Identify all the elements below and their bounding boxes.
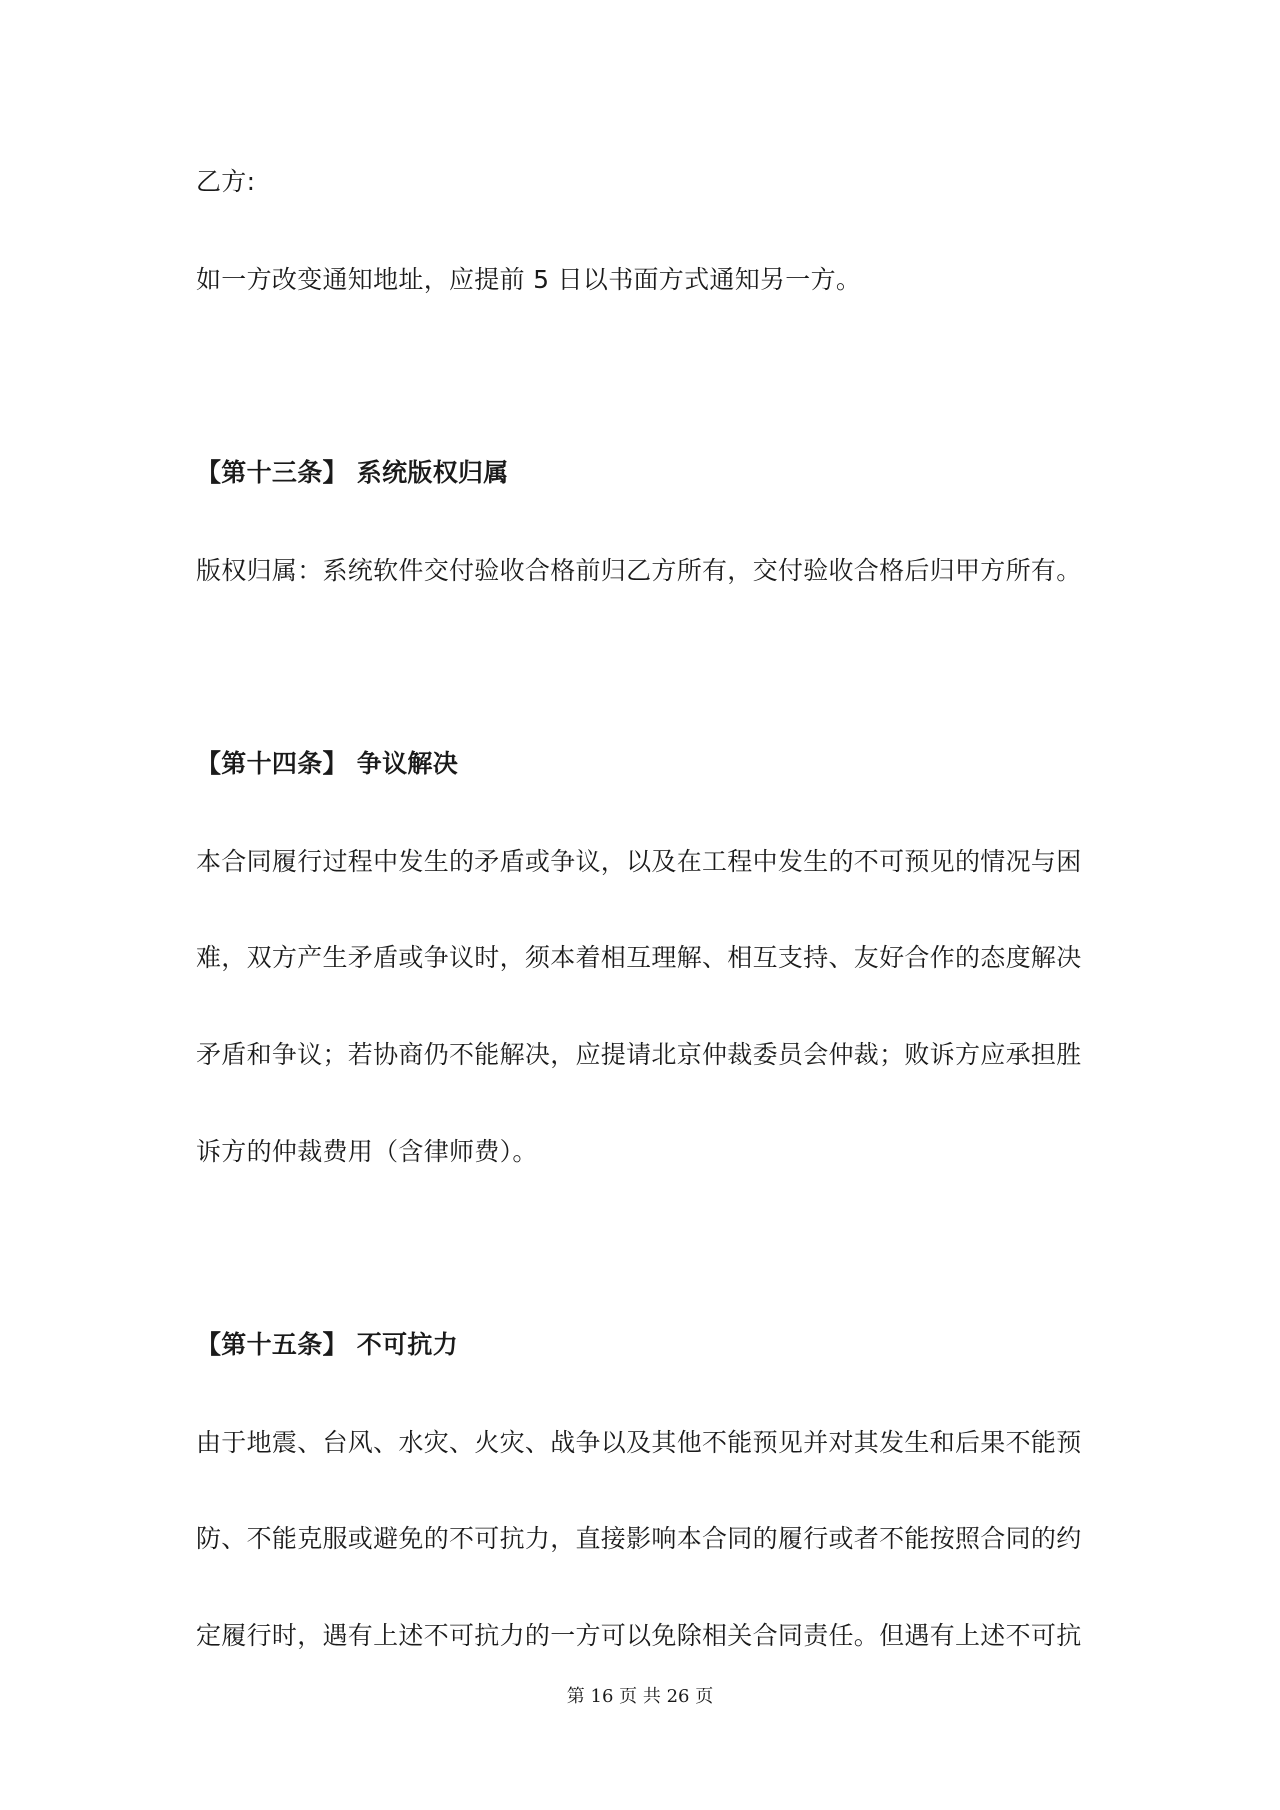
article-13-heading: 【第十三条】 系统版权归属 <box>196 458 509 487</box>
article-15-heading: 【第十五条】 不可抗力 <box>196 1330 459 1359</box>
article-15-body-line: 定履行时，遇有上述不可抗力的一方可以免除相关合同责任。但遇有上述不可抗 <box>196 1621 1082 1650</box>
article-14-body-line: 难，双方产生矛盾或争议时，须本着相互理解、相互支持、友好合作的态度解决 <box>196 943 1082 972</box>
party-b-label: 乙方: <box>196 167 256 196</box>
article-15-body-line: 由于地震、台风、水灾、火灾、战争以及其他不能预见并对其发生和后果不能预 <box>196 1428 1082 1457</box>
article-13-body: 版权归属：系统软件交付验收合格前归乙方所有，交付验收合格后归甲方所有。 <box>196 556 1082 585</box>
article-14-body-line: 诉方的仲裁费用（含律师费）。 <box>196 1137 538 1166</box>
article-14-body-line: 本合同履行过程中发生的矛盾或争议，以及在工程中发生的不可预见的情况与困 <box>196 847 1082 876</box>
article-14-body-line: 矛盾和争议；若协商仍不能解决，应提请北京仲裁委员会仲裁；败诉方应承担胜 <box>196 1040 1082 1069</box>
article-15-body-line: 防、不能克服或避免的不可抗力，直接影响本合同的履行或者不能按照合同的约 <box>196 1524 1082 1553</box>
page-number-footer: 第 16 页 共 26 页 <box>566 1686 714 1707</box>
address-change-clause: 如一方改变通知地址，应提前 5 日以书面方式通知另一方。 <box>196 265 862 294</box>
article-14-heading: 【第十四条】 争议解决 <box>196 749 459 778</box>
